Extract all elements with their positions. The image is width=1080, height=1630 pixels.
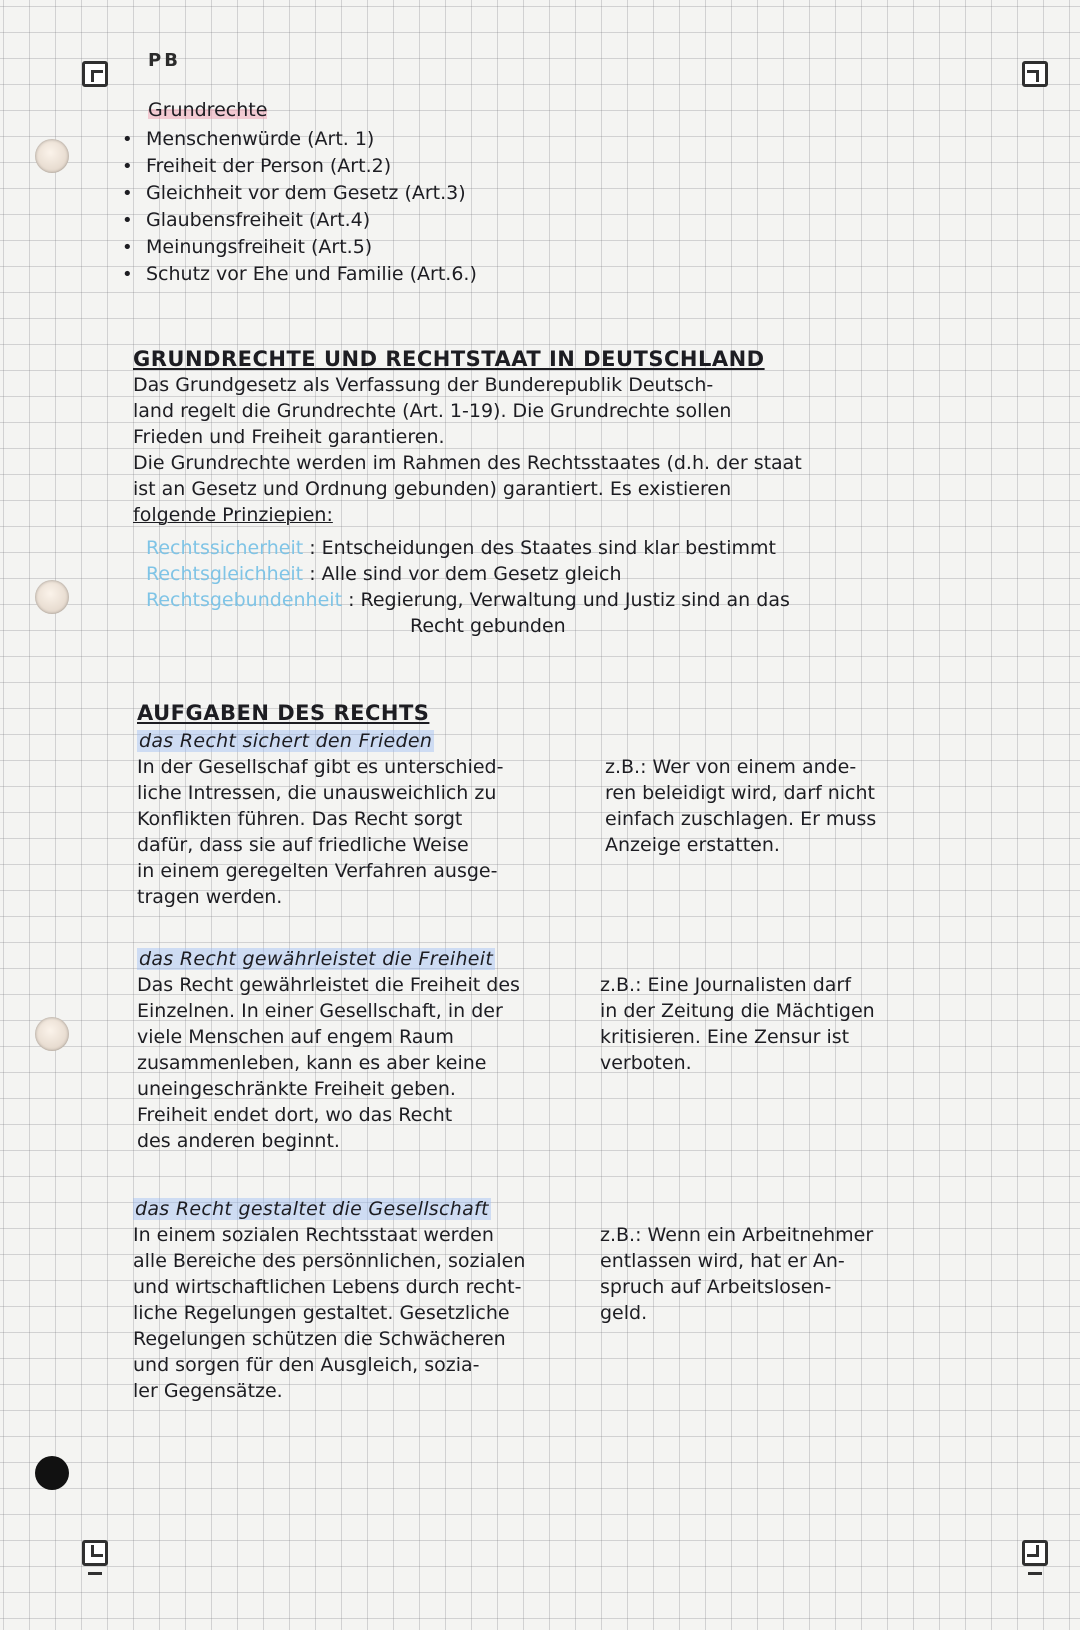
text-line: Freiheit endet dort, wo das Recht — [137, 1104, 453, 1126]
text-line: In der Gesellschaf gibt es unterschied- — [137, 756, 504, 778]
list-item: • Gleichheit vor dem Gesetz (Art.3) — [122, 180, 477, 207]
text-line: viele Menschen auf engem Raum — [137, 1026, 454, 1048]
corner-mark-icon — [1022, 1540, 1048, 1566]
text-line: Die Grundrechte werden im Rahmen des Rechtsstaates (d.h. der staat — [133, 452, 802, 474]
text-line: Konflikten führen. Das Recht sorgt — [137, 808, 463, 830]
text-line: des anderen beginnt. — [137, 1130, 340, 1152]
text-line: liche Intressen, die unausweichlich zu — [137, 782, 497, 804]
text-line: z.B.: Wer von einem ande- — [605, 756, 857, 778]
list-item: • Glaubensfreiheit (Art.4) — [122, 207, 477, 234]
principle-name: Rechtsgebundenheit — [146, 589, 343, 611]
section-heading-grundrechte: GRUNDRECHTE UND RECHTSTAAT IN DEUTSCHLAND — [133, 347, 765, 371]
grundrechte-title: Grundrechte — [148, 99, 268, 121]
text-line: in einem geregelten Verfahren ausge- — [137, 860, 498, 882]
text-line: Einzelnen. In einer Gesellschaft, in der — [137, 1000, 503, 1022]
text-line: ren beleidigt wird, darf nicht — [605, 782, 875, 804]
corner-bar-icon — [1028, 1572, 1042, 1575]
corner-mark-icon — [1022, 61, 1048, 87]
text-line: Regelungen schützen die Schwächeren — [133, 1328, 506, 1350]
corner-mark-icon — [82, 61, 108, 87]
subsection-paragraph — [137, 972, 520, 1154]
subsection-paragraph — [133, 1222, 525, 1404]
text-line: In einem sozialen Rechtsstaat werden — [133, 1224, 494, 1246]
subsection-title: das Recht sichert den Frieden — [139, 730, 433, 752]
example-paragraph — [600, 1222, 873, 1326]
text-line: entlassen wird, hat er An- — [600, 1250, 845, 1272]
text-line: liche Regelungen gestaltet. Gesetzliche — [133, 1302, 510, 1324]
text-line: ist an Gesetz und Ordnung gebunden) garantiert. Es existieren — [133, 478, 732, 500]
text-line: in der Zeitung die Mächtigen — [600, 1000, 875, 1022]
text-line: tragen werden. — [137, 886, 283, 908]
text-line: land regelt die Grundrechte (Art. 1-19). Die Grundrechte sollen — [133, 400, 732, 422]
text-line: und sorgen für den Ausgleich, sozia- — [133, 1354, 480, 1376]
subsection-title: das Recht gestaltet die Gesellschaft — [135, 1198, 489, 1220]
text-line: z.B.: Eine Journalisten darf — [600, 974, 851, 996]
list-item: • Menschenwürde (Art. 1) — [122, 126, 477, 153]
text-line: dafür, dass sie auf friedliche Weise — [137, 834, 469, 856]
principle-text: : Alle sind vor dem Gesetz gleich — [309, 563, 622, 585]
corner-bar-icon — [88, 1572, 102, 1575]
binder-hole — [35, 1017, 69, 1051]
principle-name: Rechtssicherheit — [146, 537, 304, 559]
text-line: Anzeige erstatten. — [605, 834, 780, 856]
principle-text: : Regierung, Verwaltung und Justiz sind an das — [348, 589, 790, 611]
section1-paragraph — [133, 372, 802, 528]
text-line: Das Grundgesetz als Verfassung der Bunderepublik Deutsch- — [133, 374, 714, 396]
text-line: verboten. — [600, 1052, 692, 1074]
grundrechte-list — [122, 126, 477, 288]
text-line: geld. — [600, 1302, 648, 1324]
text-line: z.B.: Wenn ein Arbeitnehmer — [600, 1224, 874, 1246]
text-line: zusammenleben, kann es aber keine — [137, 1052, 487, 1074]
principle-text-continued: Recht gebunden — [410, 615, 566, 637]
text-line: spruch auf Arbeitslosen- — [600, 1276, 832, 1298]
page-label: PB — [148, 50, 181, 71]
text-line: alle Bereiche des persönnlichen, sozialen — [133, 1250, 526, 1272]
text-line: folgende Prinziepien: — [133, 504, 333, 526]
example-paragraph — [600, 972, 875, 1076]
text-line: einfach zuschlagen. Er muss — [605, 808, 877, 830]
example-paragraph — [605, 754, 876, 858]
binder-hole — [35, 139, 69, 173]
text-line: kritisieren. Eine Zensur ist — [600, 1026, 850, 1048]
text-line: und wirtschaftlichen Lebens durch recht- — [133, 1276, 522, 1298]
section-heading-aufgaben: AUFGABEN DES RECHTS — [137, 701, 430, 725]
list-item: • Schutz vor Ehe und Familie (Art.6.) — [122, 261, 477, 288]
subsection-paragraph — [137, 754, 503, 910]
text-line: Frieden und Freiheit garantieren. — [133, 426, 445, 448]
list-item: • Freiheit der Person (Art.2) — [122, 153, 477, 180]
principle-name: Rechtsgleichheit — [146, 563, 304, 585]
principle-row — [146, 561, 622, 587]
binder-hole — [35, 1456, 69, 1490]
subsection-title: das Recht gewährleistet die Freiheit — [139, 948, 494, 970]
principle-text: : Entscheidungen des Staates sind klar bestimmt — [309, 537, 776, 559]
principle-row — [146, 535, 776, 561]
text-line: Das Recht gewährleistet die Freiheit des — [137, 974, 520, 996]
text-line: uneingeschränkte Freiheit geben. — [137, 1078, 456, 1100]
text-line: ler Gegensätze. — [133, 1380, 283, 1402]
principle-row — [146, 587, 790, 613]
corner-mark-icon — [82, 1540, 108, 1566]
list-item: • Meinungsfreiheit (Art.5) — [122, 234, 477, 261]
binder-hole — [35, 580, 69, 614]
